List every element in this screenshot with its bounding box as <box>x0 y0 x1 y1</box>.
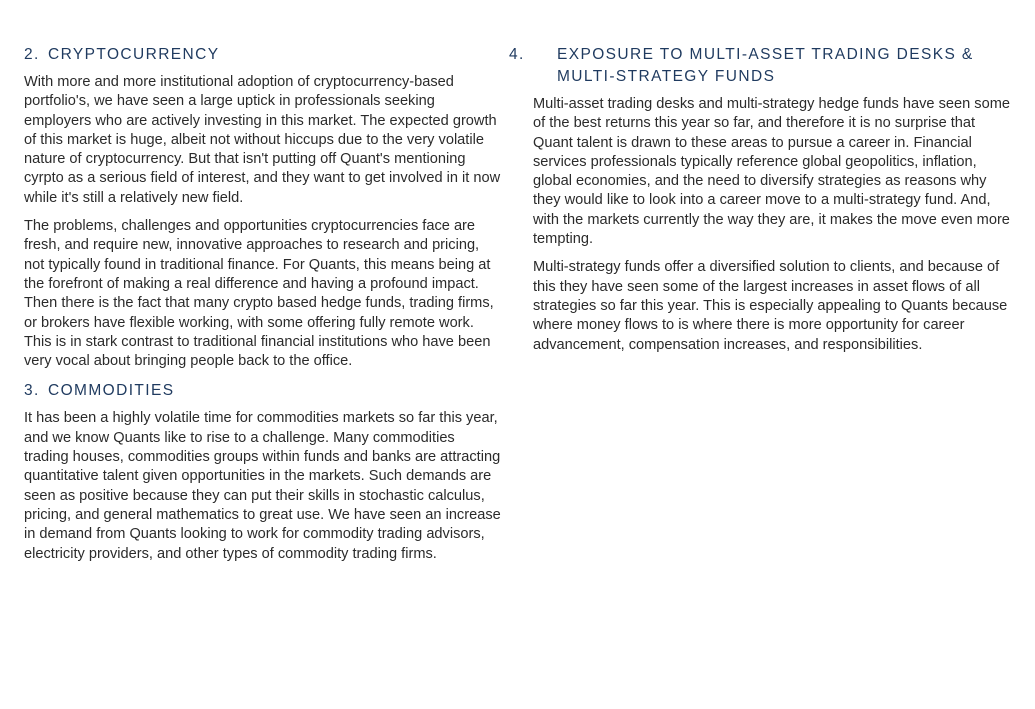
section-number: 2. <box>24 46 40 63</box>
section-title: COMMODITIES <box>48 382 175 400</box>
section-multi-asset <box>509 44 1011 355</box>
section-heading <box>24 44 502 66</box>
left-column <box>24 44 502 573</box>
section-number: 3. <box>24 382 40 400</box>
paragraph: With more and more institutional adoption of cryptocurrency-based portfolio's, we have seen a large uptick in professionals seeking employers who are actively investing in this market. The expected growth of this market is huge, albeit not without hiccups due to the very volatile nature of cryptocurrency. But that isn't putting off Quant's mentioning cyrpto as a serious field of interest, and they want to get involved in it now while it's still a relatively new field. <box>24 74 501 206</box>
section-title: CRYPTOCURRENCY <box>48 46 220 63</box>
paragraph: Multi-asset trading desks and multi-strategy hedge funds have seen some of the best returns this year so far, and therefore it is no surprise that Quant talent is drawn to these areas to pursue a career in. Financial services professionals typically reference global geopolitics, inflation, global economies, and the need to diversify strategies as reasons why they would like to look into a career move to a multi-strategy fund. And, with the markets currently the way they are, it makes the move even more tempting. <box>533 96 1010 248</box>
section-title: EXPOSURE TO MULTI-ASSET TRADING DESKS & MULTI-STRATEGY FUNDS <box>557 46 974 85</box>
paragraph: The problems, challenges and opportunities cryptocurrencies face are fresh, and require new, innovative approaches to research and pricing, not typically found in traditional finance. For Quants, this means being at the forefront of making a real difference and having a profound impact. Then there is the fact that many crypto based hedge funds, trading firms, or brokers have flexible working, with some offering fully remote work. This is in stark contrast to traditional financial institutions who have been very vocal about bringing people back to the office. <box>24 218 494 370</box>
right-column <box>509 44 1011 364</box>
section-commodities <box>24 380 502 563</box>
section-cryptocurrency <box>24 44 502 371</box>
section-heading <box>509 44 1011 88</box>
paragraph: It has been a highly volatile time for commodities markets so far this year, and we know Quants like to rise to a challenge. Many commodities trading houses, commodities groups within funds and banks are attracting quantitative talent given opportunities in the markets. Such demands are seen as positive because they can put their skills in stochastic calculus, pricing, and general mathematics to great use. We have seen an increase in demand from Quants looking to work for commodity trading advisors, electricity providers, and other types of commodity trading firms. <box>24 410 501 562</box>
paragraph: Multi-strategy funds offer a diversified solution to clients, and because of this they have seen some of the largest increases in asset flows of all strategies so far this year. This is especially appealing to Quants because where money flows to is where there is more opportunity for career advancement, compensation increases, and responsibilities. <box>533 259 1008 353</box>
section-number: 4. <box>509 46 525 63</box>
section-heading <box>24 380 502 402</box>
